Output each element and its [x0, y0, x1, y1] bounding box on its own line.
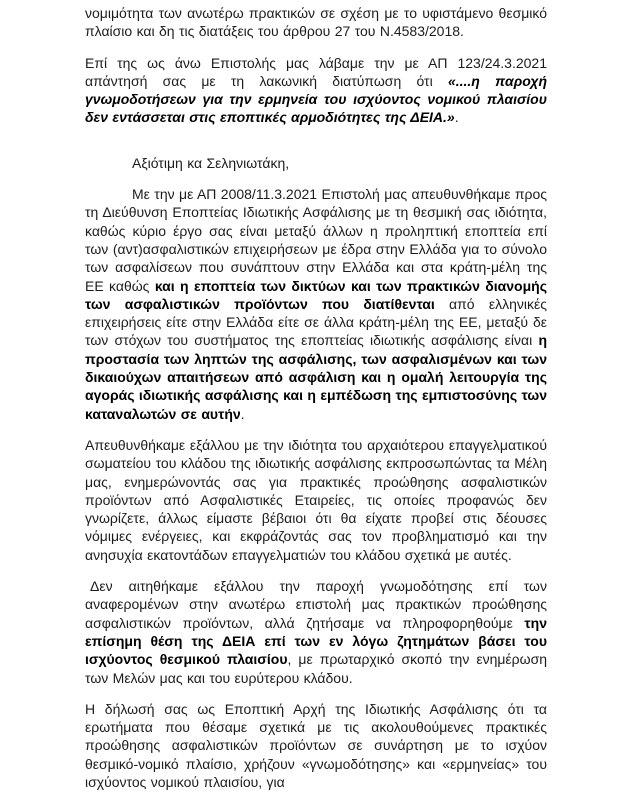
paragraph: [85, 436, 547, 564]
paragraph: [85, 154, 547, 172]
text-run: .: [240, 405, 245, 422]
text-run: Επί της ως άνω Επιστολής μας λάβαμε την με ΑΠ 123/24.3.2021 απάντησή σας με τη λακωνική διατύπωση ότι: [85, 54, 547, 89]
paragraph: [85, 185, 547, 423]
text-run: Αξιότιμη κα Σεληνιωτάκη,: [132, 154, 290, 171]
text-run: νομιμότητα των ανωτέρω πρακτικών σε σχέση με το υφιστάμενο θεσμικό πλαίσιο και δη τις διατάξεις του άρθρου 27 του Ν.4583/2018.: [85, 5, 547, 40]
paragraph: [85, 54, 547, 127]
text-run: η προστασία των ληπτών της ασφάλισης, των ασφαλισμένων και των δικαιούχων απαιτήσεων από ασφάλιση και η ομαλή λειτουργία της αγοράς ιδιωτικής ασφάλισης και η εμπέδωση της εμπιστοσύνης των καταναλωτών σε αυτήν: [85, 332, 547, 422]
paragraph: [85, 4, 547, 41]
text-run: Η δήλωσή σας ως Εποπτική Αρχή της Ιδιωτικής Ασφάλισης ότι τα ερωτήματα που θέσαμε σχετικά με τις ακολουθούμενες πρακτικές προώθησης ασφαλιστικών προϊόντων σε συνάρτηση με το ισχύον θεσμικό-νομικό πλαίσιο, χρήζουν «γνωμοδότησης» και «ερμηνείας» του ισχύοντος νομικού πλαισίου, για: [85, 700, 547, 790]
document-body: [85, 4, 547, 791]
text-run: από ελληνικές επιχειρήσεις είτε στην Ελλάδα είτε σε άλλα κράτη-μέλη της ΕΕ, μεταξύ δε των στόχων του συστήματος της εποπτείας ιδιωτικής ασφάλισης είναι: [85, 295, 547, 349]
text-run: .: [454, 109, 459, 126]
text-run: Με την με ΑΠ 2008/11.3.2021 Επιστολή μας απευθυνθήκαμε προς τη Διεύθυνση Εποπτείας Ιδιωτικής Ασφάλισης με τη θεσμική σας ιδιότητα, καθώς κύριο έργο σας είναι μεταξύ άλλων η προληπτική εποπτεία επί των (αντ)ασφαλιστικών επιχειρήσεων με έδρα στην Ελλάδα για το σύνολο των ασφαλίσεων που συνάπτουν στην Ελλάδα και στα κράτη-μέλη της ΕΕ καθώς: [85, 186, 547, 294]
text-run: Απευθυνθήκαμε εξάλλου με την ιδιότητα του αρχαιότερου επαγγελματικού σωματείου του κλάδου της ιδιωτικής ασφάλισης εκπροσωπώντας τα Μέλη μας, ενημερώνοντάς σας για πρακτικές προώθησης ασφαλιστικών προϊόντων από Ασφαλιστικές Εταιρείες, τις οποίες προφανώς δεν γνωρίζετε, άλλως είμαστε βέβαιοι ότι θα είχατε προβεί στις δέουσες νόμιμες ενέργειες, και εκφράζοντάς σας τον προβληματισμό και την ανησυχία εκατοντάδων επαγγελματιών του κλάδου σχετικά με αυτές.: [85, 436, 547, 563]
paragraph: [85, 577, 547, 687]
text-run: «....η παροχή γνωμοδοτήσεων για την ερμηνεία του ισχύοντος νομικού πλαισίου δεν εντάσσεται στις εποπτικές αρμοδιότητες της ΔΕΙΑ.»: [85, 72, 547, 126]
text-run: την επίσημη θέση της ΔΕΙΑ επί των εν λόγω ζητημάτων βάσει του ισχύοντος θεσμικού πλαισίου: [85, 614, 547, 668]
text-run: , με πρωταρχικό σκοπό την ενημέρωση των Μελών μας και του ευρύτερου κλάδου.: [85, 651, 547, 686]
text-run: Δεν αιτηθήκαμε εξάλλου την παροχή γνωμοδότησης επί των αναφερομένων στην ανωτέρω επιστολή μας πρακτικών προώθησης ασφαλιστικών προϊόντων, αλλά ζητήσαμε να πληροφορηθούμε: [85, 578, 547, 631]
text-run: και η εποπτεία των δικτύων και των πρακτικών διανομής των ασφαλιστικών προϊόντων που διατίθενται: [85, 277, 547, 312]
paragraph: [85, 700, 547, 791]
